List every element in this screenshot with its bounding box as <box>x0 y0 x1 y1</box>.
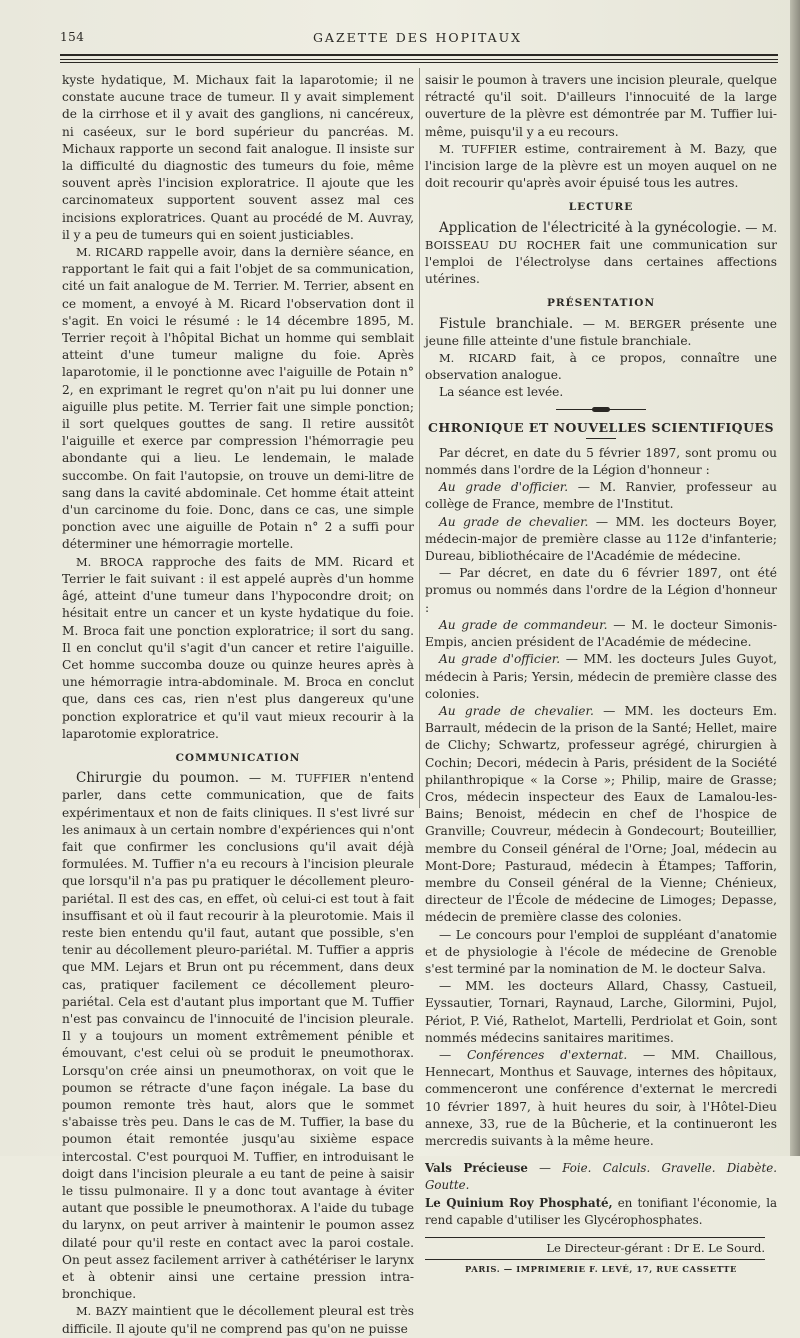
paragraph <box>425 141 777 193</box>
signature-rule <box>425 1237 765 1238</box>
grade-label: Au grade d'officier. <box>439 480 569 495</box>
paragraph: Application de l'électricité à la gynécologie. — M. BOISSEAU DU ROCHER fait une communication sur l'emploi de l'électrolyse dans certaines affections utérines. <box>425 219 778 287</box>
paragraph-text: — MM. Chaillous, Hennecart, Monthus et Sauvage, internes des hôpitaux, commenceront une conférence d'externat le mercredi 10 février 1897, à huit heures du soir, à l'Hôtel-Dieu annexe, 33, rue de la Bûcherie, et la continueront les mercredis suivants à la même heure. <box>425 1047 778 1148</box>
paragraph-text: n'entend parler, dans cette communication, que de faits expérimentaux et non de faits cliniques. Il s'est livré sur les animaux à un certain nombre d'expériences qui n'ont fait que confirmer les conclusions qu'il avait déjà formulées. M. Tuffier n'a eu recours à l'incision pleurale que lorsqu'il n'a pas pu pratiquer le décollement pleuro-pariétal. Il est des cas, en effet, où celui-ci est tout à fait insuffisant et où il faut recourir à la pleurotomie. Mais il reste bien entendu qu'il faut, autant que possible, s'en tenir au décollement pleuro-pariétal. M. Tuffier a appris que MM. Lejars et Brun ont pu récemment, dans deux cas, pratiquer facilement ce décollement pleuro-pariétal. Cela est d'autant plus important que M. Tuffier n'est pas convaincu de l'innocuité de l'incision pleurale. Il y a toujours un moment extrêmement pénible et émouvant, c'est celui où se produit le pneumothorax. Lorsqu'on crée ainsi un pneumothorax, on voit que le poumon se rétracte d'une façon inégale. La base du poumon remonte très haut, alors que le sommet s'abaisse très peu. Dans le cas de M. Tuffier, la base du poumon était remontée jusqu'au sixième espace intercostal. C'est pourquoi M. Tuffier, en introduisant le doigt dans l'incision pleurale a eu tant de peine à saisir le tissu pulmonaire. Il y a donc tout avantage à éviter autant que possible le pneumothorax. A l'aide du tubage du larynx, on peut arriver à maintenir le poumon assez dilaté pour qu'il reste en contact avec la paroi costale. On peut assez facilement arriver à cathétériser le larynx et à obtenir ainsi une certaine pression intra-bronchique. <box>62 771 415 1302</box>
header-rule-thick <box>60 54 778 56</box>
ad-text: — Foie. Calculs. Gravelle. Diabète. Goutte. <box>425 1161 777 1193</box>
advertisement <box>425 1195 777 1229</box>
paragraph-text: fait, à ce propos, connaître une observation analogue. <box>425 351 777 383</box>
paragraph-text: estime, contrairement à M. Bazy, que l'incision large de la plèvre est un moyen auquel on ne doit recourir qu'après avoir épuisé tous les autres. <box>425 141 777 191</box>
header-rule-thin-2 <box>60 62 778 63</box>
paragraph-text: — MM. les docteurs Jules Guyot, médecin à Paris; Yersin, médecin de première classe des colonies. <box>425 652 777 701</box>
advertisement <box>425 1160 777 1194</box>
paragraph: Chirurgie du poumon. — M. TUFFIER n'entend parler, dans cette communication, que de faits expérimentaux et non de faits cliniques. Il s'est livré sur les animaux à un certain nombre d'expériences qui n'ont fait que confirmer les conclusions qu'il avait déjà formulées. M. Tuffier n'a eu recours à l'incision pleurale que lorsqu'il n'a pas pu pratiquer le décollement pleuro-pariétal. Il est des cas, en effet, où celui-ci est tout à fait insuffisant et où il faut recourir à la pleurotomie. Mais il reste bien entendu qu'il faut, autant que possible, s'en tenir au décollement pleuro-pariétal. M. Tuffier a appris que MM. Lejars et Brun ont pu récemment, dans deux cas, pratiquer facilement ce décollement pleuro-pariétal. Cela est d'autant plus important que M. Tuffier n'est pas convaincu de l'innocuité de l'incision pleurale. Il y a toujours un moment extrêmement pénible et émouvant, c'est celui où se produit le pneumothorax. Lorsqu'on crée ainsi un pneumothorax, on voit que le poumon se rétracte d'une façon inégale. La base du poumon remonte très haut, alors que le sommet s'abaisse très peu. Dans le cas de M. Tuffier, la base du poumon était remontée jusqu'au sixième espace intercostal. C'est pourquoi M. Tuffier, en introduisant le doigt dans l'incision pleurale a eu tant de peine à saisir le tissu pulmonaire. Il y a donc tout avantage à éviter autant que possible le pneumothorax. A l'aide du tubage du larynx, on peut arriver à maintenir le poumon assez dilaté pour qu'il reste en contact avec la paroi costale. On peut assez facilement arriver à cathétériser le larynx et à obtenir ainsi une certaine pression intra-bronchique. <box>62 770 415 1302</box>
right-column <box>425 72 777 1278</box>
header-rule-thin <box>60 59 778 60</box>
paragraph: — Par décret, en date du 6 février 1897, ont été promus ou nommés dans l'ordre de la Légion d'honneur : <box>425 566 777 615</box>
grade-label: Au grade de chevalier. <box>439 514 589 529</box>
paragraph-text: — M. le docteur Simonis-Empis, ancien président de l'Académie de médecine. <box>425 617 778 650</box>
speaker-name: M. BOISSEAU DU ROCHER <box>425 220 778 252</box>
paragraph <box>425 617 777 651</box>
printer-imprint: PARIS. — IMPRIMERIE F. LEVÉ, 17, RUE CASSETTE <box>464 1264 738 1275</box>
speaker-name: M. BERGER <box>604 316 681 331</box>
paragraph-text: rappelle avoir, dans la dernière séance, en rapportant le fait qui a fait l'objet de sa communication, cité un fait analogue de M. Terrier. M. Terrier, absent en ce moment, a envoyé à M. Ricard l'observation dont il s'agit. En voici le résumé : le 14 décembre 1895, M. Terrier reçoit à l'hôpital Bichat un homme qui semblait atteint d'une tumeur maligne du foie. Après laparotomie, il le ponctionne avec l'aiguille de Potain n° 2, en exprimant le regret qu'on n'ait pu lui donner une aiguille plus petite. M. Terrier fait une simple ponction; il sort quelques gouttes de sang. Il retire aussitôt l'aiguille et exerce par compression l'hémorragie peu abondante qui a lieu. Le lendemain, le malade succombe. On fait l'autopsie, on trouve un demi-litre de sang dans la cavité abdominale. Cet homme était atteint d'un carcinome du foie. Donc, dans ce cas, une simple ponction avec une aiguille de Potain n° 2 a suffi pour déterminer une hémorragie mortelle. <box>62 245 415 552</box>
chronique-heading: CHRONIQUE ET NOUVELLES SCIENTIFIQUES <box>427 419 775 435</box>
item-title: Fistule branchiale. <box>439 315 574 332</box>
ornament-divider <box>556 407 646 413</box>
paragraph-text: présente une jeune fille atteinte d'une fistule branchiale. <box>425 316 777 348</box>
page-number: 154 <box>60 30 85 44</box>
paragraph <box>425 1047 777 1150</box>
advertisement-block <box>425 1160 777 1229</box>
speaker-name: M. BAZY <box>76 1304 128 1319</box>
speaker-name: M. TUFFIER <box>270 771 351 786</box>
paragraph <box>62 554 414 743</box>
signature-rule <box>425 1259 765 1260</box>
page-header <box>60 30 775 50</box>
left-column <box>62 72 414 1338</box>
journal-title: GAZETTE DES HOPITAUX <box>312 30 523 45</box>
column-divider <box>419 68 420 808</box>
section-heading: PRÉSENTATION <box>546 297 656 310</box>
paragraph: — MM. les docteurs Allard, Chassy, Castueil, Eyssautier, Tornari, Raynaud, Larche, Gilormini, Pujol, Périot, P. Vié, Rathelot, Martelli, Perdriolat et Goin, sont nommés médecins sanitaires maritimes. <box>425 979 777 1045</box>
paragraph-text: — MM. les docteurs Em. Barrault, médecin de la prison de la Santé; Hellet, maire de Clichy; Schwartz, professeur agrégé, chirurgien à Cochin; Decori, médecin à Paris, président de la Société philanthropique « la Corse »; Philip, maire de Grasse; Cros, médecin inspecteur des Eaux de Lamalou-les-Bains; Benoist, médecin en chef de l'hospice de Granville; Couvreur, médecin à Gondecourt; Bouteillier, membre du Conseil général de l'Orne; Joal, médecin au Mont-Dore; Pasturaud, médecin à Étampes; Tafforin, membre du Conseil général de la Vienne; Chénieux, directeur de l'École de médecine de Limoges; Depasse, médecin de première classe des colonies. <box>425 703 778 925</box>
paragraph-text: — M. Ranvier, professeur au collège de France, membre de l'Institut. <box>425 480 778 512</box>
paragraph <box>425 479 777 513</box>
speaker-name: M. RICARD <box>76 245 144 260</box>
paragraph: La séance est levée. <box>439 385 564 400</box>
ad-brand: Le Quinium Roy Phosphaté, <box>425 1195 613 1210</box>
page-edge <box>790 0 800 1156</box>
grade-label: Au grade de commandeur. <box>439 617 608 632</box>
paragraph: Fistule branchiale. — M. BERGER présente une jeune fille atteinte d'une fistule branchiale. <box>425 315 777 348</box>
paragraph: saisir le poumon à travers une incision pleurale, quelque rétracté qu'il soit. D'ailleurs l'innocuité de la large ouverture de la plèvre est démontrée par M. Tuffier lui-même, puisqu'il y a eu recours. <box>425 73 777 139</box>
paragraph: kyste hydatique, M. Michaux fait la laparotomie; il ne constate aucune trace de tumeur. Il y avait simplement de la cirrhose et il y avait des ganglions, ni cancéreux, ni caséeux, sur le bord supérieur du pancréas. M. Michaux rapporte un second fait analogue. Il insiste sur la difficulté du diagnostic des tumeurs du foie, même souvent après l'incision exploratrice. Il ajoute que les carcinomateux supportent souvent assez mal ces incisions exploratrices. Quant au procédé de M. Auvray, il y a peu de tumeurs qui en soient justiciables. <box>62 73 414 242</box>
section-heading: COMMUNICATION <box>175 751 301 764</box>
paragraph <box>425 651 777 703</box>
speaker-name: M. RICARD <box>439 351 517 366</box>
paragraph-text: rapproche des faits de MM. Ricard et Terrier le fait suivant : il est appelé auprès d'un homme âgé, atteint d'une tumeur dans l'hypocondre droit; on hésitait entre un cancer et un kyste hydatique du foie. M. Broca fait une ponction exploratrice; il sort du sang. Il en conclut qu'il s'agit d'un cancer et retire l'aiguille. Cet homme succomba douze ou quinze heures après à une hémorragie intra-abdominale. M. Broca en conclut que, dans ces cas, rien n'est plus dangereux qu'une ponction exploratrice et qu'il vaut mieux recourir à la laparotomie exploratrice. <box>62 554 415 741</box>
mini-rule <box>586 438 616 439</box>
section-heading: LECTURE <box>568 201 634 214</box>
paragraph-text: maintient que le décollement pleural est très difficile. Il ajoute qu'il ne comprend pas qu'on ne puisse <box>62 1304 414 1336</box>
paragraph <box>425 703 777 927</box>
paragraph <box>62 1303 414 1337</box>
paragraph <box>425 350 777 384</box>
paragraph-text: — MM. les docteurs Boyer, médecin-major de première classe au 112e d'infanterie; Dureau, bibliothécaire de l'Académie de médecine. <box>425 514 777 564</box>
paragraph-text: fait une communication sur l'emploi de l'électrolyse dans certaines affections utérines. <box>425 237 778 287</box>
editor-signature: Le Directeur-gérant : Dr E. Le Sourd. <box>546 1241 765 1255</box>
item-title: Chirurgie du poumon. <box>76 770 240 787</box>
item-label: — Conférences d'externat. <box>439 1047 628 1062</box>
ad-brand: Vals Précieuse <box>425 1161 528 1176</box>
speaker-name: M. TUFFIER <box>439 141 517 156</box>
speaker-name: M. BROCA <box>76 554 144 569</box>
item-title: Application de l'électricité à la gynécologie. <box>439 219 741 236</box>
paragraph: Par décret, en date du 5 février 1897, sont promu ou nommés dans l'ordre de la Légion d'honneur : <box>425 445 777 478</box>
ad-text: en tonifiant l'économie, la rend capable d'utiliser les Glycérophosphates. <box>425 1195 778 1227</box>
grade-label: Au grade d'officier. <box>439 652 561 667</box>
grade-label: Au grade de chevalier. <box>439 703 594 718</box>
paragraph <box>62 244 414 554</box>
paragraph <box>425 514 777 566</box>
paragraph: — Le concours pour l'emploi de suppléant d'anatomie et de physiologie à l'école de médecine de Grenoble s'est terminé par la nomination de M. le docteur Salva. <box>425 927 777 976</box>
